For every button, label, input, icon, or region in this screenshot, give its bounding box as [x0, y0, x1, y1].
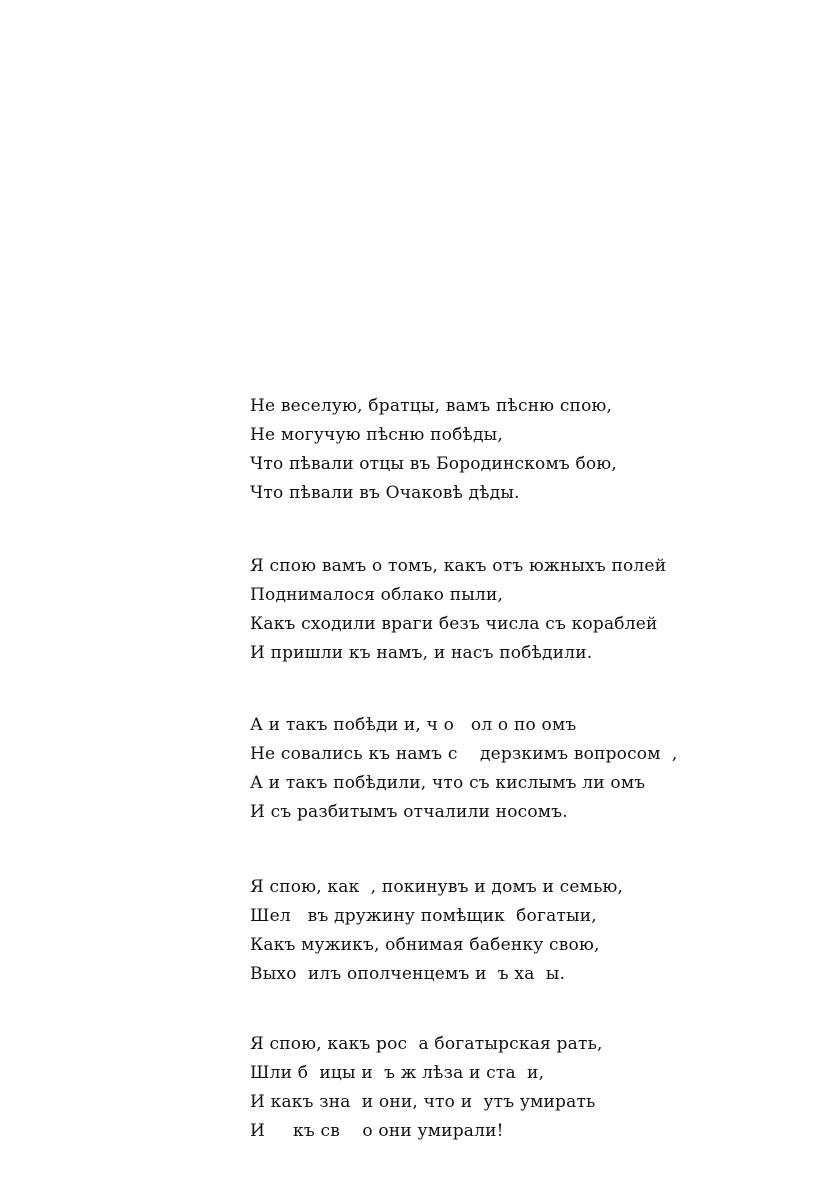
stanza-3	[250, 711, 690, 827]
poem-line: И пришли къ намъ, и насъ побѣдили.	[250, 643, 593, 663]
poem	[250, 392, 690, 1190]
poem-line: Не могучую пѣсню побѣды,	[250, 425, 503, 445]
poem-line: Что пѣвали отцы въ Бородинскомъ бою,	[250, 454, 617, 474]
poem-line: Какъ сходили враги безъ числа съ кораблей	[250, 614, 658, 634]
poem-line: Шел въ дружину помѣщик богатыи,	[250, 906, 597, 926]
poem-line: И какъ зна и они, что и утъ умирать	[250, 1092, 596, 1112]
poem-line: Я спою, как , покинувъ и домъ и семью,	[250, 877, 624, 897]
poem-line: А и такъ побѣдили, что съ кислымъ ли омъ	[250, 773, 646, 793]
poem-line: А и такъ побѣди и, ч о ол о по омъ	[250, 715, 577, 735]
stanza-5	[250, 1030, 690, 1146]
poem-line: Я спою, какъ рос а богатырская рать,	[250, 1034, 603, 1054]
poem-line: Не веселую, братцы, вамъ пѣсню спою,	[250, 396, 613, 416]
poem-line: И къ св о они умирали!	[250, 1121, 504, 1141]
stanza-4	[250, 873, 690, 989]
stanza-2	[250, 552, 690, 668]
poem-line: Я спою вамъ о томъ, какъ отъ южныхъ полей	[250, 556, 667, 576]
poem-line: Выхо илъ ополченцемъ и ъ ха ы.	[250, 964, 566, 984]
poem-line: И съ разбитымъ отчалили носомъ.	[250, 802, 568, 822]
poem-line: Что пѣвали въ Очаковѣ дѣды.	[250, 483, 520, 503]
poem-line: Не совались къ намъ с дерзкимъ вопросом ,	[250, 744, 678, 764]
stanza-1	[250, 392, 690, 508]
poem-line: Поднималося облако пыли,	[250, 585, 504, 605]
poem-line: Какъ мужикъ, обнимая бабенку свою,	[250, 935, 600, 955]
poem-line: Шли б ицы и ъ ж лѣза и ста и,	[250, 1063, 545, 1083]
